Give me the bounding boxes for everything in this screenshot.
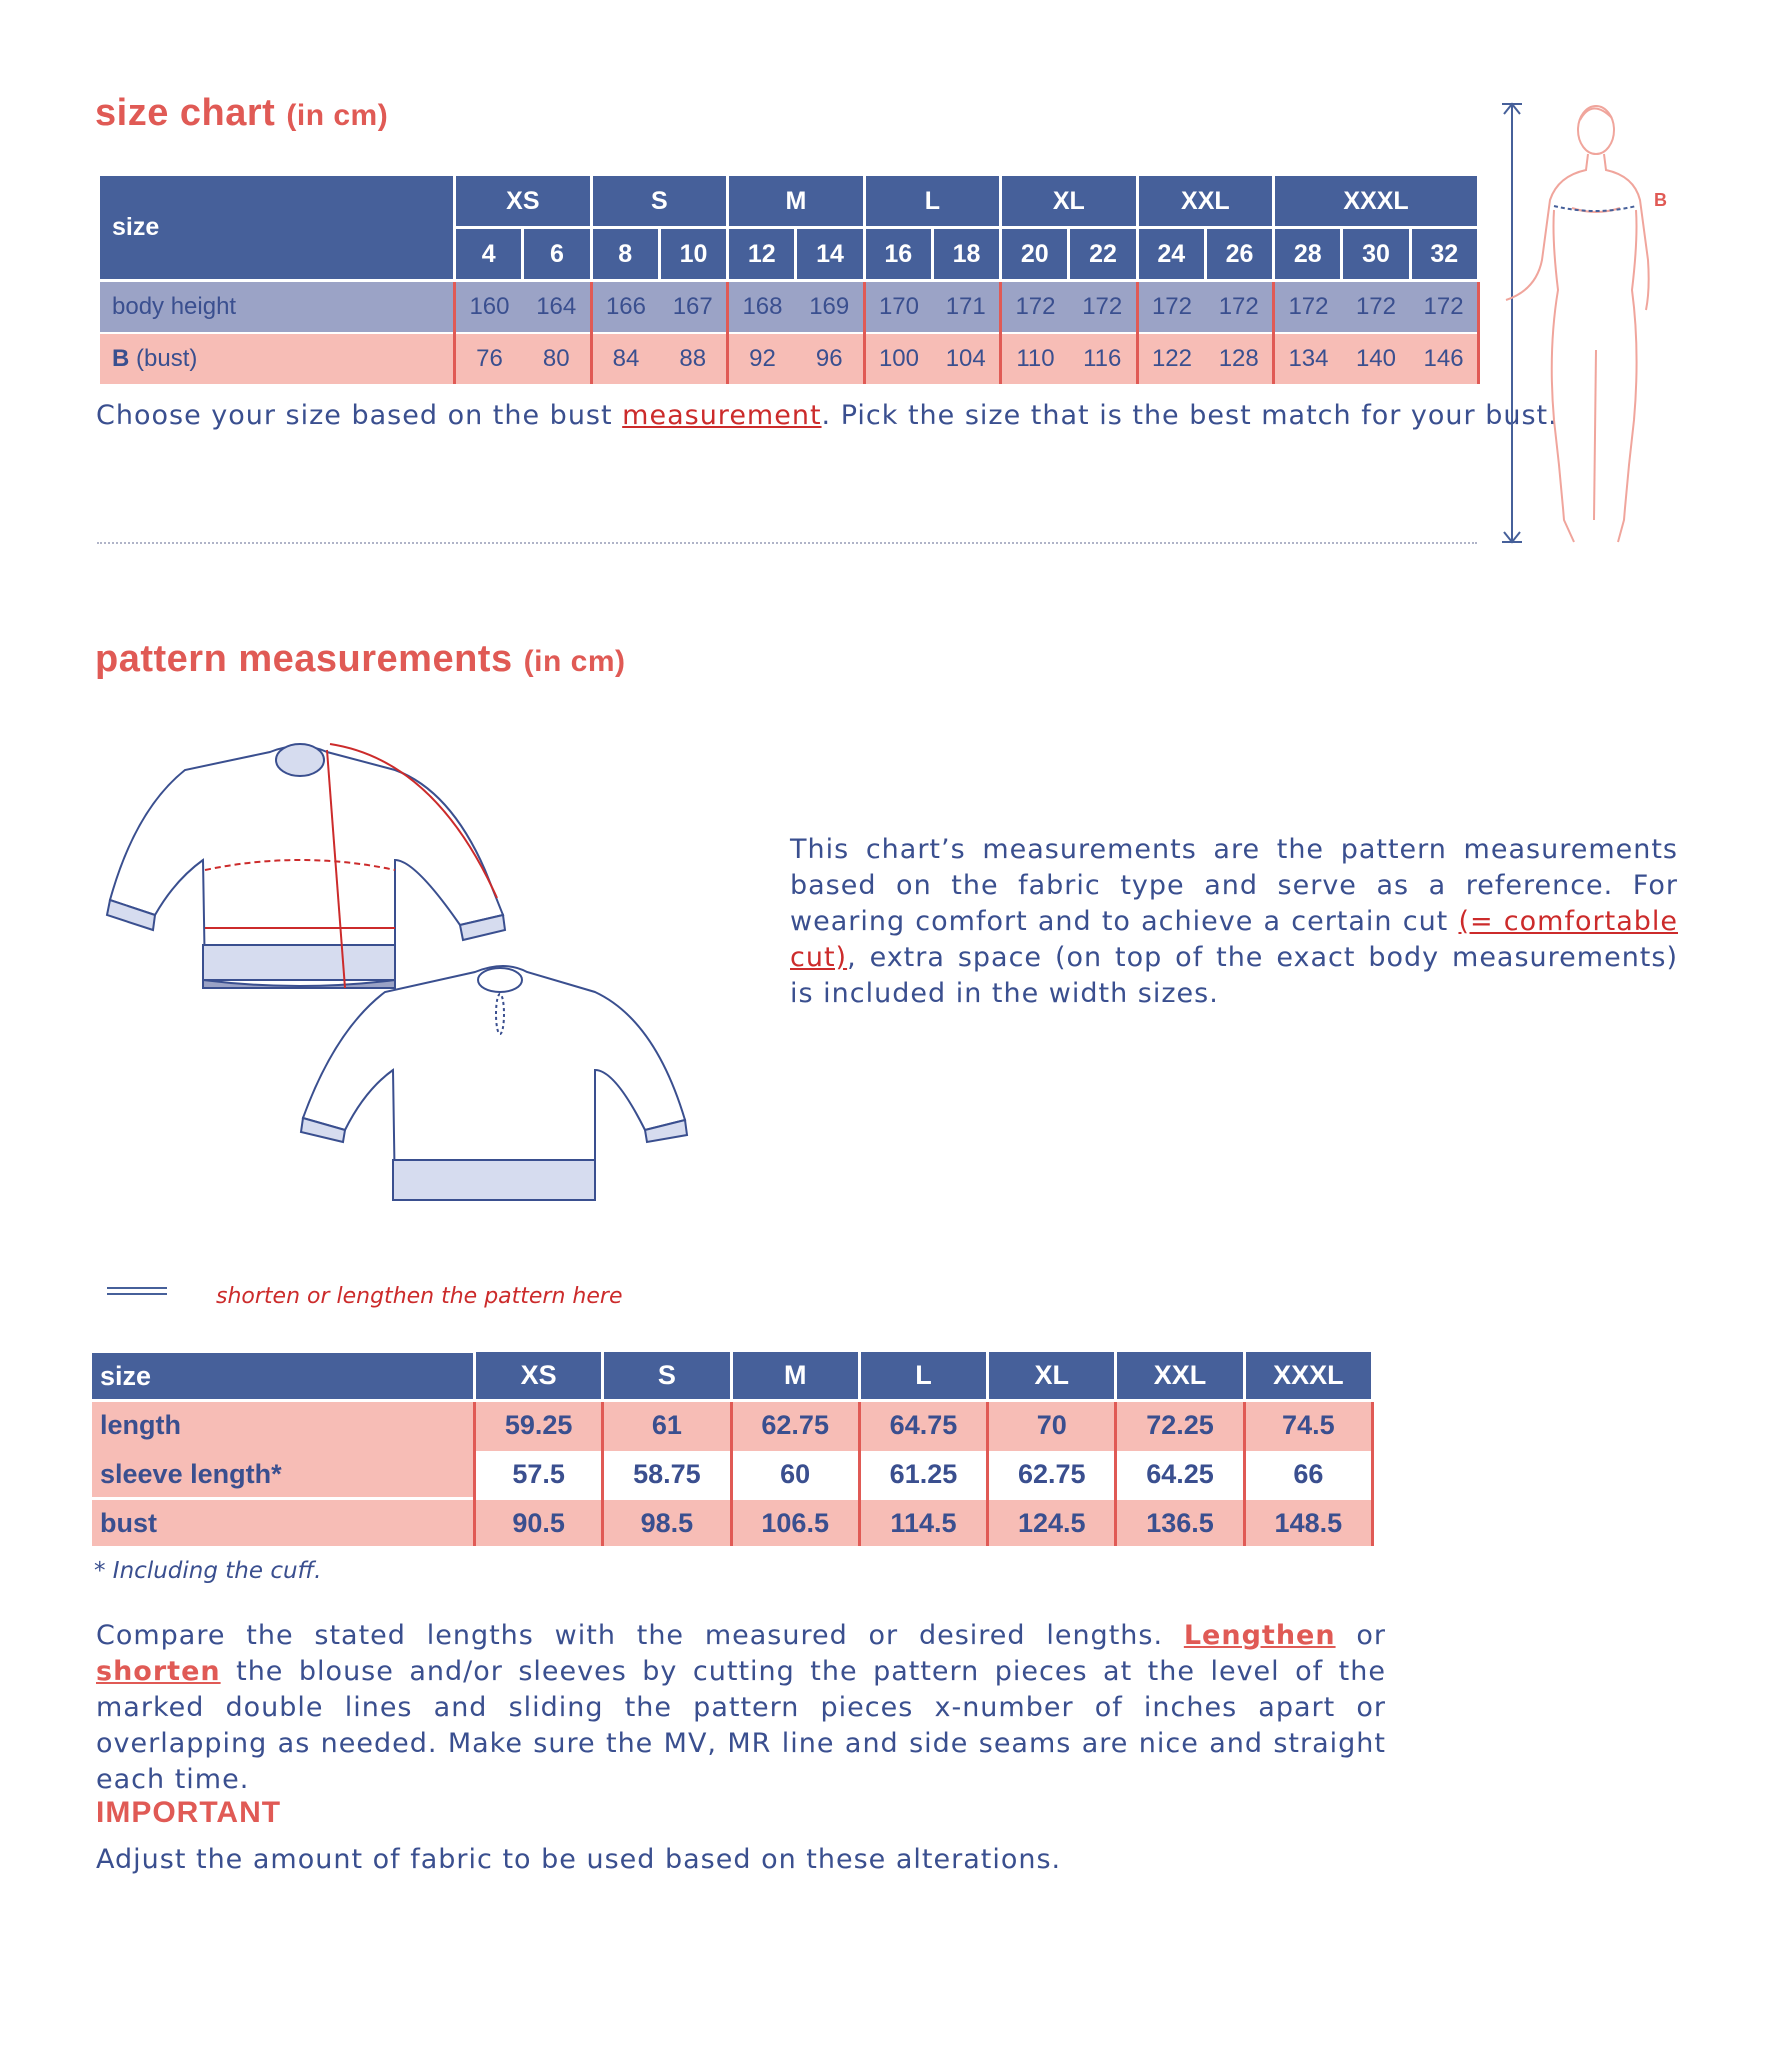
size-number: 18 bbox=[932, 228, 1000, 281]
footnote: * Including the cuff. bbox=[94, 1558, 322, 1584]
pattern-row-length bbox=[92, 1401, 1373, 1450]
size-note bbox=[96, 398, 1558, 434]
pattern-header-cell: XXXL bbox=[1244, 1352, 1372, 1401]
size-number: 30 bbox=[1342, 228, 1410, 281]
pattern-cell: 136.5 bbox=[1116, 1499, 1244, 1547]
pattern-row-label: bust bbox=[92, 1499, 474, 1547]
pattern-row-bust bbox=[92, 1499, 1373, 1547]
lengthen-link[interactable]: Lengthen bbox=[1183, 1620, 1336, 1651]
size-number: 6 bbox=[523, 228, 591, 281]
size-group-xl: XL bbox=[1001, 176, 1138, 228]
pattern-table bbox=[92, 1350, 1374, 1546]
body-height-value: 160 bbox=[455, 281, 523, 334]
bust-value: 104 bbox=[932, 333, 1000, 384]
body-height-label: body height bbox=[100, 281, 455, 334]
body-height-value: 164 bbox=[523, 281, 591, 334]
size-group-xs: XS bbox=[455, 176, 592, 228]
pattern-cell: 90.5 bbox=[474, 1499, 602, 1547]
pattern-header-cell: S bbox=[603, 1352, 731, 1401]
body-figure-illustration bbox=[1488, 90, 1668, 550]
pattern-header-cell: L bbox=[859, 1352, 987, 1401]
pattern-cell: 61.25 bbox=[859, 1450, 987, 1499]
pattern-cell: 70 bbox=[988, 1401, 1116, 1450]
double-line-icon bbox=[107, 1287, 167, 1295]
bust-value: 146 bbox=[1410, 333, 1478, 384]
body-height-value: 171 bbox=[932, 281, 1000, 334]
size-group-xxl: XXL bbox=[1137, 176, 1274, 228]
figure-marker-b: B bbox=[1654, 190, 1667, 210]
pattern-cell: 74.5 bbox=[1244, 1401, 1372, 1450]
bust-label-rest: (bust) bbox=[136, 345, 198, 372]
size-number: 10 bbox=[659, 228, 727, 281]
pattern-title-text: pattern measurements bbox=[95, 638, 513, 680]
size-note-before: Choose your size based on the bust bbox=[96, 400, 623, 431]
size-group-m: M bbox=[728, 176, 865, 228]
bust-value: 116 bbox=[1069, 333, 1137, 384]
measurement-link[interactable]: measurement bbox=[622, 400, 822, 431]
pattern-cell: 60 bbox=[731, 1450, 859, 1499]
legend-text: shorten or lengthen the pattern here bbox=[216, 1284, 623, 1309]
body-height-value: 166 bbox=[591, 281, 659, 334]
size-note-after: . Pick the size that is the best match for your bust. bbox=[821, 400, 1558, 431]
pattern-cell: 59.25 bbox=[474, 1401, 602, 1450]
bust-value: 122 bbox=[1137, 333, 1205, 384]
size-group-xxxl: XXXL bbox=[1274, 176, 1479, 228]
body-height-value: 172 bbox=[1137, 281, 1205, 334]
bust-row bbox=[100, 333, 1479, 384]
bust-value: 134 bbox=[1274, 333, 1342, 384]
body-height-value: 168 bbox=[728, 281, 796, 334]
comfortable-cut-link[interactable]: (= comfortable cut) bbox=[790, 906, 1678, 973]
size-number: 14 bbox=[796, 228, 864, 281]
body-height-value: 172 bbox=[1001, 281, 1069, 334]
body-height-value: 167 bbox=[659, 281, 727, 334]
blouse-front-icon bbox=[107, 744, 505, 988]
size-number: 32 bbox=[1410, 228, 1478, 281]
pattern-cell: 62.75 bbox=[988, 1450, 1116, 1499]
blouse-illustration bbox=[95, 730, 775, 1230]
pattern-cell: 64.25 bbox=[1116, 1450, 1244, 1499]
pattern-cell: 58.75 bbox=[603, 1450, 731, 1499]
compare-paragraph bbox=[96, 1618, 1386, 1798]
bust-value: 88 bbox=[659, 333, 727, 384]
pattern-row-sleeve bbox=[92, 1450, 1373, 1499]
body-height-value: 172 bbox=[1205, 281, 1273, 334]
pattern-description-after: , extra space (on top of the exact body measurements) is included in the width sizes. bbox=[790, 942, 1678, 1009]
body-height-value: 172 bbox=[1342, 281, 1410, 334]
bust-label bbox=[100, 333, 455, 384]
height-arrow-icon bbox=[1502, 104, 1522, 542]
pattern-description bbox=[790, 832, 1678, 1012]
pattern-title bbox=[95, 638, 626, 681]
body-height-value: 172 bbox=[1274, 281, 1342, 334]
size-number: 26 bbox=[1205, 228, 1273, 281]
pattern-cell: 57.5 bbox=[474, 1450, 602, 1499]
pattern-header-size: size bbox=[92, 1352, 474, 1401]
pattern-cell: 61 bbox=[603, 1401, 731, 1450]
compare-text-2: or bbox=[1335, 1620, 1386, 1651]
size-chart-table bbox=[100, 176, 1480, 384]
pattern-cell: 114.5 bbox=[859, 1499, 987, 1547]
body-height-row bbox=[100, 281, 1479, 334]
pattern-row-label: length bbox=[92, 1401, 474, 1450]
size-chart-title bbox=[95, 92, 388, 135]
bust-value: 110 bbox=[1001, 333, 1069, 384]
important-text: Adjust the amount of fabric to be used based on these alterations. bbox=[96, 1844, 1062, 1875]
size-group-s: S bbox=[591, 176, 728, 228]
woman-figure-icon bbox=[1506, 106, 1649, 542]
section-divider bbox=[97, 542, 1477, 544]
size-number: 8 bbox=[591, 228, 659, 281]
compare-text-1: Compare the stated lengths with the measured or desired lengths. bbox=[96, 1620, 1184, 1651]
body-height-value: 172 bbox=[1410, 281, 1478, 334]
pattern-header-cell: XS bbox=[474, 1352, 602, 1401]
bust-value: 128 bbox=[1205, 333, 1273, 384]
shorten-link[interactable]: shorten bbox=[96, 1656, 221, 1687]
size-number: 28 bbox=[1274, 228, 1342, 281]
bust-value: 140 bbox=[1342, 333, 1410, 384]
pattern-cell: 72.25 bbox=[1116, 1401, 1244, 1450]
pattern-description-before: This chart’s measurements are the pattern measurements based on the fabric type and serve as a reference. For wearing comfort and to achieve a certain cut bbox=[790, 834, 1678, 937]
size-number: 22 bbox=[1069, 228, 1137, 281]
size-header: size bbox=[100, 176, 455, 281]
body-height-value: 169 bbox=[796, 281, 864, 334]
bust-value: 76 bbox=[455, 333, 523, 384]
bust-label-b: B bbox=[112, 345, 130, 372]
pattern-row-label: sleeve length* bbox=[92, 1450, 474, 1499]
size-number: 20 bbox=[1001, 228, 1069, 281]
pattern-header-row bbox=[92, 1352, 1373, 1401]
blouse-back-icon bbox=[301, 966, 687, 1200]
pattern-cell: 62.75 bbox=[731, 1401, 859, 1450]
bust-value: 100 bbox=[864, 333, 932, 384]
size-group-l: L bbox=[864, 176, 1001, 228]
size-number: 16 bbox=[864, 228, 932, 281]
size-chart-unit: (in cm) bbox=[286, 99, 389, 132]
size-chart-title-text: size chart bbox=[95, 92, 276, 134]
important-title: IMPORTANT bbox=[96, 1796, 282, 1829]
pattern-cell: 106.5 bbox=[731, 1499, 859, 1547]
body-height-value: 172 bbox=[1069, 281, 1137, 334]
bust-value: 96 bbox=[796, 333, 864, 384]
pattern-cell: 66 bbox=[1244, 1450, 1372, 1499]
pattern-header-cell: XXL bbox=[1116, 1352, 1244, 1401]
pattern-header-cell: XL bbox=[988, 1352, 1116, 1401]
compare-text-3: the blouse and/or sleeves by cutting the pattern pieces at the level of the marked double lines and sliding the pattern pieces x-number of inches apart or overlapping as needed. Make sure the MV, MR line and side seams are nice and straight each time. bbox=[96, 1656, 1386, 1795]
size-number: 24 bbox=[1137, 228, 1205, 281]
pattern-cell: 148.5 bbox=[1244, 1499, 1372, 1547]
pattern-unit: (in cm) bbox=[523, 645, 626, 678]
bust-value: 80 bbox=[523, 333, 591, 384]
bust-value: 92 bbox=[728, 333, 796, 384]
pattern-cell: 98.5 bbox=[603, 1499, 731, 1547]
pattern-header-cell: M bbox=[731, 1352, 859, 1401]
bust-value: 84 bbox=[591, 333, 659, 384]
size-number: 4 bbox=[455, 228, 523, 281]
pattern-cell: 124.5 bbox=[988, 1499, 1116, 1547]
pattern-cell: 64.75 bbox=[859, 1401, 987, 1450]
size-number: 12 bbox=[728, 228, 796, 281]
body-height-value: 170 bbox=[864, 281, 932, 334]
